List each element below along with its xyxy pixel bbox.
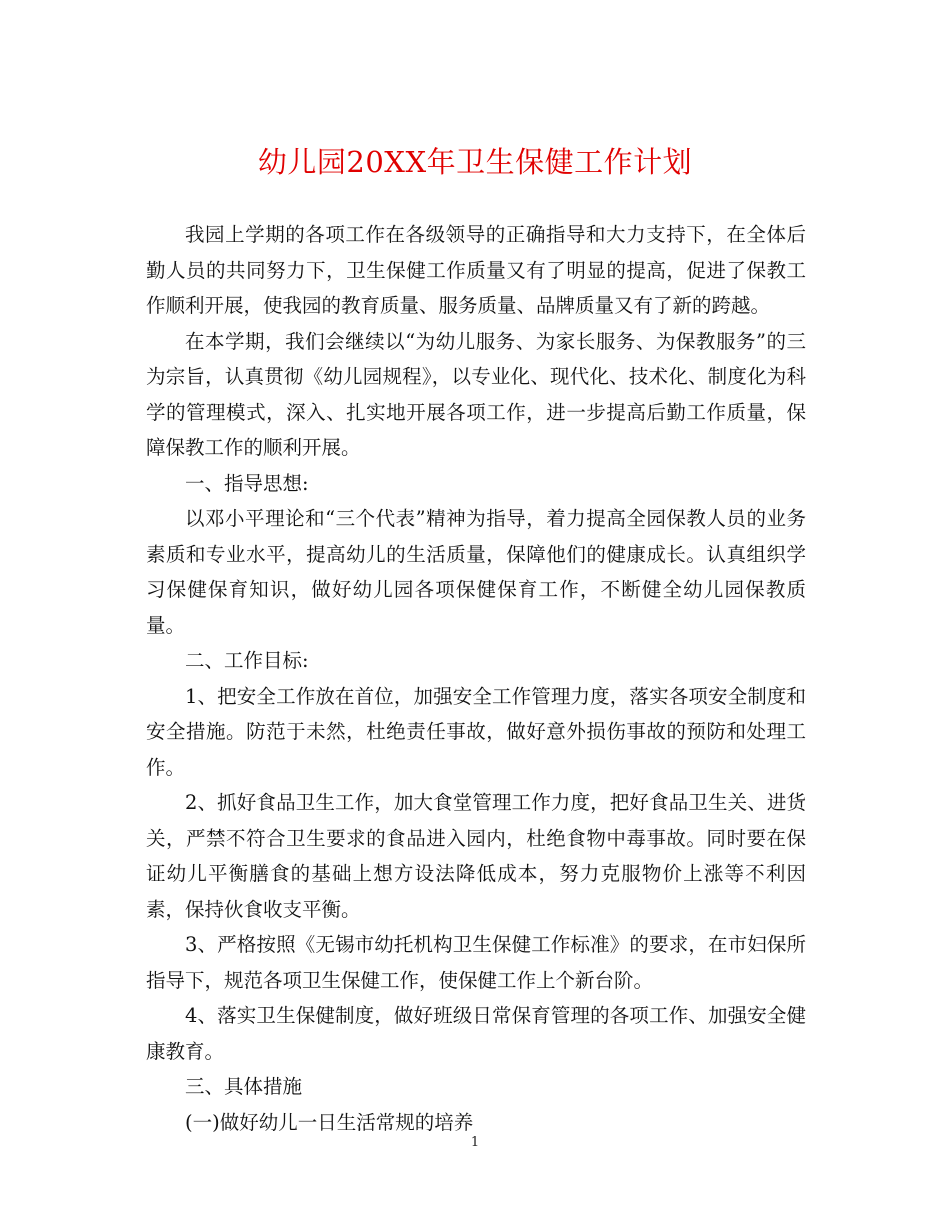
goal-item-3: 3、严格按照《无锡市幼托机构卫生保健工作标准》的要求，在市妇保所指导下，规范各项卫生保健工作，使保健工作上个新台阶。 bbox=[146, 933, 806, 992]
section-heading-work-goals: 二、工作目标: bbox=[185, 649, 309, 672]
section-heading-guiding-thought: 一、指导思想: bbox=[185, 471, 309, 495]
paragraph-guiding-thought: 以邓小平理论和“三个代表”精神为指导，着力提高全园保教人员的业务素质和专业水平，提高幼儿的生活质量，保障他们的健康成长。认真组织学习保健保育知识，做好幼儿园各项保健保育工作，不断健全幼儿园保教质量。 bbox=[146, 507, 806, 637]
page-number: 1 bbox=[470, 1135, 480, 1150]
subsection-heading-daily-routine: (一)做好幼儿一日生活常规的培养 bbox=[185, 1110, 474, 1134]
goal-item-2: 2、抓好食品卫生工作，加大食堂管理工作力度，把好食品卫生关、进货关，严禁不符合卫生要求的食品进入园内，杜绝食物中毒事故。同时要在保证幼儿平衡膳食的基础上想方设法降低成本，努力克服物价上涨等不利因素，保持伙食收支平衡。 bbox=[146, 791, 806, 921]
section-heading-measures: 三、具体措施 bbox=[185, 1075, 303, 1098]
goal-item-4: 4、落实卫生保健制度，做好班级日常保育管理的各项工作、加强安全健康教育。 bbox=[146, 1004, 806, 1063]
document-title: 幼儿园20XX年卫生保健工作计划 bbox=[257, 145, 693, 179]
paragraph-intro: 我园上学期的各项工作在各级领导的正确指导和大力支持下，在全体后勤人员的共同努力下，卫生保健工作质量又有了明显的提高，促进了保教工作顺利开展，使我园的教育质量、服务质量、品牌质量又有了新的跨越。 bbox=[146, 223, 806, 317]
paragraph-semester: 在本学期，我们会继续以“为幼儿服务、为家长服务、为保教服务”的三为宗旨，认真贯彻《幼儿园规程》，以专业化、现代化、技术化、制度化为科学的管理模式，深入、扎实地开展各项工作，进一步提高后勤工作质量，保障保教工作的顺利开展。 bbox=[146, 329, 806, 459]
document-body bbox=[146, 217, 806, 1140]
goal-item-1: 1、把安全工作放在首位，加强安全工作管理力度，落实各项安全制度和安全措施。防范于未然，杜绝责任事故，做好意外损伤事故的预防和处理工作。 bbox=[146, 684, 806, 779]
